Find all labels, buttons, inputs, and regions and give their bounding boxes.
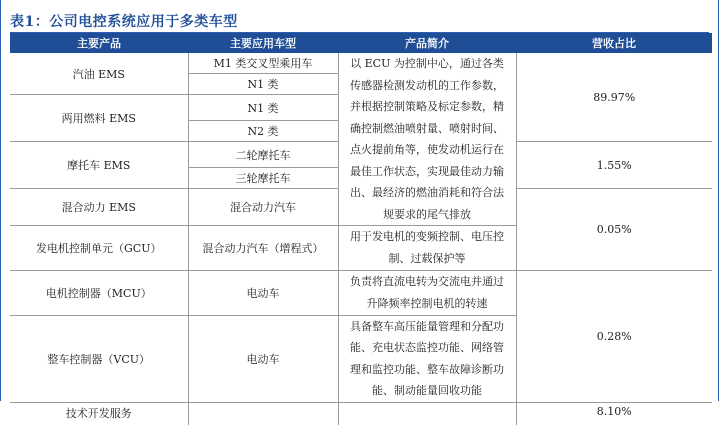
desc-line: 理和监控功能、整车故障诊断功 — [350, 362, 504, 376]
model-cell: 电动车 — [188, 270, 338, 315]
model-cell: 电动车 — [188, 315, 338, 402]
model-cell: 二轮摩托车 — [188, 142, 338, 168]
model-cell: 三轮摩托车 — [188, 168, 338, 189]
ems-description — [338, 53, 516, 226]
share-hybrid-gcu: 0.05% — [516, 189, 712, 270]
model-cell: 混合动力汽车 — [188, 189, 338, 225]
mcu-description — [338, 270, 516, 315]
share-mcu-vcu: 0.28% — [516, 270, 712, 402]
share-tech-service: 8.10% — [516, 402, 712, 425]
model-cell: N2 类 — [188, 121, 338, 142]
desc-line: 用于发电机的变频控制、电压控 — [350, 230, 504, 244]
desc-line: 具备整车高压能量管理和分配功 — [350, 319, 504, 333]
desc-line: 确控制燃油喷射量、喷射时间、 — [350, 121, 504, 135]
model-cell: 混合动力汽车（增程式） — [188, 226, 338, 271]
header-models: 主要应用车型 — [188, 33, 338, 53]
product-tech-service: 技术开发服务 — [65, 406, 132, 420]
desc-line: 能、制动能量回收功能 — [372, 384, 482, 397]
desc-line: 传感器检测发动机的工作参数， — [350, 78, 504, 92]
desc-line: 以 ECU 为控制中心，通过各类 — [350, 57, 504, 70]
desc-line: 负责将直流电转为交流电并通过 — [350, 275, 504, 288]
header-description: 产品简介 — [338, 33, 516, 53]
desc-line: 最佳工作状态，实现最佳动力输 — [350, 164, 504, 178]
product-gcu: 发电机控制单元（GCU） — [10, 226, 188, 271]
desc-line: 升降频率控制电机的转速 — [366, 296, 488, 310]
desc-line: 规要求的尾气排放 — [383, 207, 471, 221]
product-mcu: 电机控制器（MCU） — [10, 270, 188, 315]
share-ems: 89.97% — [516, 53, 712, 142]
model-cell: N1 类 — [188, 74, 338, 95]
desc-line: 并根据控制策略及标定参数，精 — [350, 100, 504, 113]
product-vcu: 整车控制器（VCU） — [10, 315, 188, 402]
table-header-row — [10, 33, 712, 53]
product-moto-ems: 摩托车 EMS — [10, 142, 188, 189]
share-moto: 1.55% — [516, 142, 712, 189]
product-dual-fuel-ems: 两用燃料 EMS — [10, 95, 188, 142]
header-product: 主要产品 — [10, 33, 188, 53]
model-cell: N1 类 — [188, 95, 338, 121]
desc-line: 出、最经济的燃油消耗和符合法 — [350, 186, 504, 199]
desc-line: 制、过载保护等 — [388, 251, 466, 265]
desc-line: 能、充电状态监控功能、网络管 — [350, 341, 504, 354]
header-revenue-share: 营收占比 — [516, 33, 712, 53]
table-row — [10, 53, 712, 74]
product-table — [10, 33, 712, 425]
vcu-description — [338, 315, 516, 402]
product-hybrid-ems: 混合动力 EMS — [10, 189, 188, 225]
model-cell: M1 类交叉型乘用车 — [188, 53, 338, 74]
desc-line: 点火提前角等，使发动机运行在 — [350, 143, 504, 156]
table-row — [10, 270, 712, 315]
gcu-description — [338, 226, 516, 271]
product-gas-ems: 汽油 EMS — [10, 53, 188, 95]
table-title: 表1：公司电控系统应用于多类车型 — [10, 14, 238, 30]
table-row — [10, 402, 712, 425]
